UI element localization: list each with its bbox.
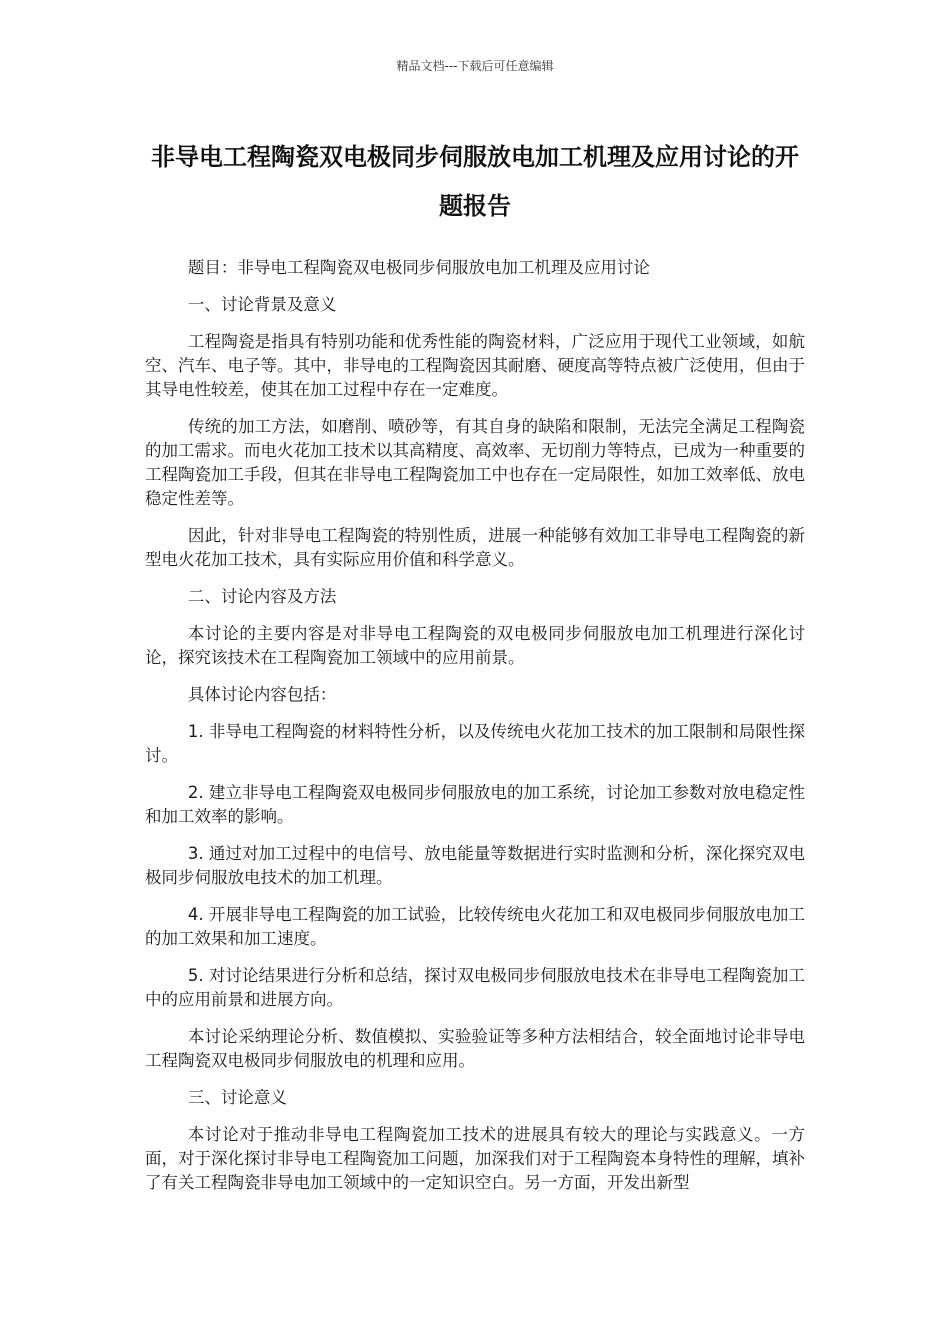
document-body (145, 256, 805, 1208)
section-heading-significance: 三、讨论意义 (187, 1088, 287, 1107)
section-heading-content-methods: 二、讨论内容及方法 (187, 587, 337, 606)
topic-line: 题目：非导电工程陶瓷双电极同步伺服放电加工机理及应用讨论 (187, 258, 650, 277)
document-title: 非导电工程陶瓷双电极同步伺服放电加工机理及应用讨论的开题报告 (151, 143, 799, 220)
body-paragraph: 工程陶瓷是指具有特别功能和优秀性能的陶瓷材料，广泛应用于现代工业领域，如航空、汽车、电子等。其中，非导电的工程陶瓷因其耐磨、硬度高等特点被广泛使用，但由于其导电性较差，使其在加工过程中存在一定难度。 (145, 332, 805, 399)
list-item: 3. 通过对加工过程中的电信号、放电能量等数据进行实时监测和分析，深化探究双电极同步伺服放电技术的加工机理。 (145, 844, 805, 887)
list-item: 1. 非导电工程陶瓷的材料特性分析，以及传统电火花加工技术的加工限制和局限性探讨。 (145, 722, 805, 765)
body-paragraph: 因此，针对非导电工程陶瓷的特别性质，进展一种能够有效加工非导电工程陶瓷的新型电火花加工技术，具有实际应用价值和科学意义。 (145, 526, 805, 569)
section-heading-background: 一、讨论背景及意义 (187, 295, 337, 314)
list-intro: 具体讨论内容包括： (187, 685, 337, 704)
list-item: 2. 建立非导电工程陶瓷双电极同步伺服放电的加工系统，讨论加工参数对放电稳定性和加工效率的影响。 (145, 783, 805, 826)
page-header-note: 精品文档---下载后可任意编辑 (396, 59, 554, 73)
list-item: 4. 开展非导电工程陶瓷的加工试验，比较传统电火花加工和双电极同步伺服放电加工的加工效果和加工速度。 (145, 905, 805, 948)
body-paragraph: 本讨论的主要内容是对非导电工程陶瓷的双电极同步伺服放电加工机理进行深化讨论，探究该技术在工程陶瓷加工领域中的应用前景。 (145, 624, 805, 667)
body-paragraph: 传统的加工方法，如磨削、喷砂等，有其自身的缺陷和限制，无法完全满足工程陶瓷的加工需求。而电火花加工技术以其高精度、高效率、无切削力等特点，已成为一种重要的工程陶瓷加工手段，但其在非导电工程陶瓷加工中也存在一定局限性，如加工效率低、放电稳定性差等。 (145, 417, 805, 508)
list-item: 5. 对讨论结果进行分析和总结，探讨双电极同步伺服放电技术在非导电工程陶瓷加工中的应用前景和进展方向。 (145, 966, 805, 1009)
body-paragraph: 本讨论采纳理论分析、数值模拟、实验验证等多种方法相结合，较全面地讨论非导电工程陶瓷双电极同步伺服放电的机理和应用。 (145, 1027, 805, 1070)
body-paragraph: 本讨论对于推动非导电工程陶瓷加工技术的进展具有较大的理论与实践意义。一方面，对于深化探讨非导电工程陶瓷加工问题，加深我们对于工程陶瓷本身特性的理解，填补了有关工程陶瓷非导电加工领域中的一定知识空白。另一方面，开发出新型 (145, 1125, 805, 1192)
